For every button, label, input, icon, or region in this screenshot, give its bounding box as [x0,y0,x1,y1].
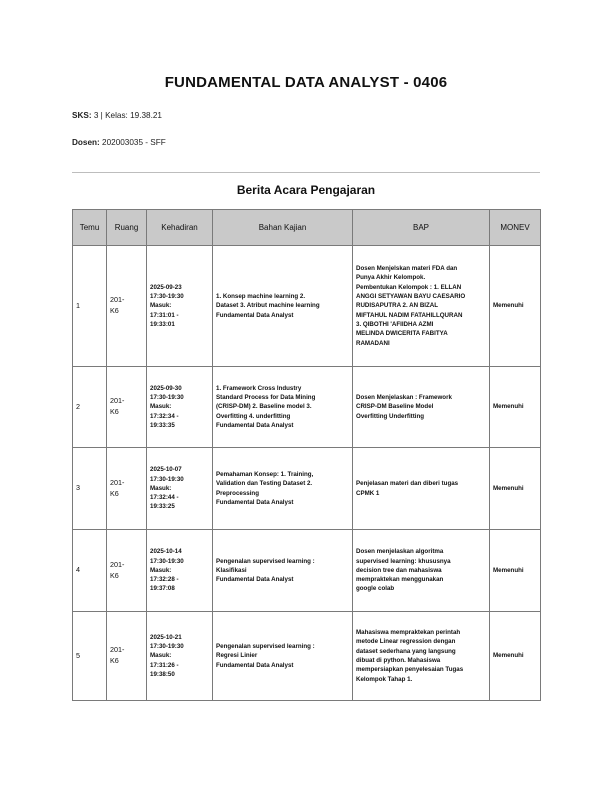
monev-value: Memenuhi [493,652,524,660]
cell-temu [73,530,107,612]
bap-value: Dosen Menjelaskan : Framework CRISP-DM Baseline Model Overfitting Underfitting [356,394,452,420]
kehadiran-value: 2025-09-30 17:30-19:30 Masuk: 17:32:34 - 19:33:35 [150,384,184,429]
monev-value: Memenuhi [493,403,524,411]
sks-value: 3 | Kelas: 19.38.21 [93,111,162,120]
bahan-kajian-value: Pemahaman Konsep: 1. Training, Validation dan Testing Dataset 2. Preprocessing Fundamental Data Analyst [216,470,314,506]
cell-monev [490,448,541,530]
cell-monev [490,367,541,448]
cell-bahan-kajian [213,367,353,448]
temu-value: 2 [76,401,80,411]
sks-line [72,111,162,120]
header-temu: Temu [73,210,107,246]
monev-value: Memenuhi [493,484,524,492]
dosen-line [72,138,166,147]
bap-value: Dosen menjelaskan algoritma supervised learning: khususnya decision tree dan mahasiswa mempraktekan menggunakan google colab [356,548,451,593]
monev-value: Memenuhi [493,302,524,310]
cell-temu [73,612,107,701]
kehadiran-value: 2025-10-21 17:30-19:30 Masuk: 17:31:26 - 19:38:50 [150,633,184,678]
header-ruang: Ruang [107,210,147,246]
cell-temu [73,246,107,367]
temu-value: 1 [76,300,80,310]
ruang-value: 201- K6 [110,396,125,416]
cell-bahan-kajian [213,246,353,367]
bahan-kajian-value: Pengenalan supervised learning : Regresi Linier Fundamental Data Analyst [216,643,315,669]
table-row [73,530,541,612]
cell-ruang [107,246,147,367]
header-bahan-kajian: Bahan Kajian [213,210,353,246]
cell-bahan-kajian [213,530,353,612]
bahan-kajian-value: Pengenalan supervised learning : Klasifikasi Fundamental Data Analyst [216,557,315,584]
ruang-value: 201- K6 [110,295,125,315]
bap-table [72,209,541,701]
cell-bap [353,246,490,367]
table-row [73,367,541,448]
header-row [73,210,541,246]
cell-kehadiran [147,612,213,701]
cell-bap [353,448,490,530]
header-monev: MONEV [490,210,541,246]
cell-kehadiran [147,246,213,367]
table-row [73,448,541,530]
cell-bap [353,367,490,448]
cell-bahan-kajian [213,612,353,701]
cell-monev [490,246,541,367]
cell-monev [490,530,541,612]
kehadiran-value: 2025-09-23 17:30-19:30 Masuk: 17:31:01 - 19:33:01 [150,283,184,328]
bahan-kajian-value: 1. Konsep machine learning 2. Dataset 3. Atribut machine learning Fundamental Data Analyst [216,293,320,319]
bap-value: Penjelasan materi dan diberi tugas CPMK 1 [356,480,459,497]
table-row [73,612,541,701]
cell-monev [490,612,541,701]
dosen-value: 202003035 - SFF [102,138,166,147]
cell-temu [73,367,107,448]
kehadiran-value: 2025-10-07 17:30-19:30 Masuk: 17:32:44 - 19:33:25 [150,466,184,511]
header-kehadiran: Kehadiran [147,210,213,246]
cell-kehadiran [147,448,213,530]
bap-table-header [73,210,541,246]
cell-ruang [107,448,147,530]
ruang-value: 201- K6 [110,559,125,580]
table-row [73,246,541,367]
cell-kehadiran [147,530,213,612]
header-bap: BAP [353,210,490,246]
monev-value: Memenuhi [493,566,524,574]
temu-value: 4 [76,565,80,575]
ruang-value: 201- K6 [110,645,125,665]
cell-ruang [107,530,147,612]
kehadiran-value: 2025-10-14 17:30-19:30 Masuk: 17:32:28 - 19:37:08 [150,548,184,593]
cell-temu [73,448,107,530]
bap-value: Dosen Menjelskan materi FDA dan Punya Akhir Kelompok. Pembentukan Kelompok : 1. ELLAN ANGGI SETYAWAN BAYU CAESARIO RUDISAPUTRA 2. AN BIZAL MIFTAHUL NADIM FATAHILLQURAN 3. QIBOTHI 'AFIIDHA AZMI MELINDA DWICERITA FABITYA RAMADANI [356,265,466,347]
dosen-label: Dosen: [72,138,100,147]
cell-ruang [107,367,147,448]
temu-value: 5 [76,650,80,660]
sks-label: SKS: [72,111,92,120]
divider [72,172,540,173]
cell-bahan-kajian [213,448,353,530]
bap-value: Mahasiswa mempraktekan perintah metode Linear regression dengan dataset sederhana yang langsung dibuat di python. Mahasiswa mempersiapkan penyelesaian Tugas Kelompok Tahap 1. [356,629,464,683]
temu-value: 3 [76,483,80,493]
cell-bap [353,612,490,701]
bap-table-body [73,246,541,701]
cell-bap [353,530,490,612]
ruang-value: 201- K6 [110,477,125,498]
cell-kehadiran [147,367,213,448]
cell-ruang [107,612,147,701]
bahan-kajian-value: 1. Framework Cross Industry Standard Process for Data Mining (CRISP-DM) 2. Baseline model 3. Overfitting 4. underfitting Fundamental Data Analyst [216,384,316,429]
section-title: Berita Acara Pengajaran [236,183,376,197]
document-title: FUNDAMENTAL DATA ANALYST - 0406 [164,74,448,91]
